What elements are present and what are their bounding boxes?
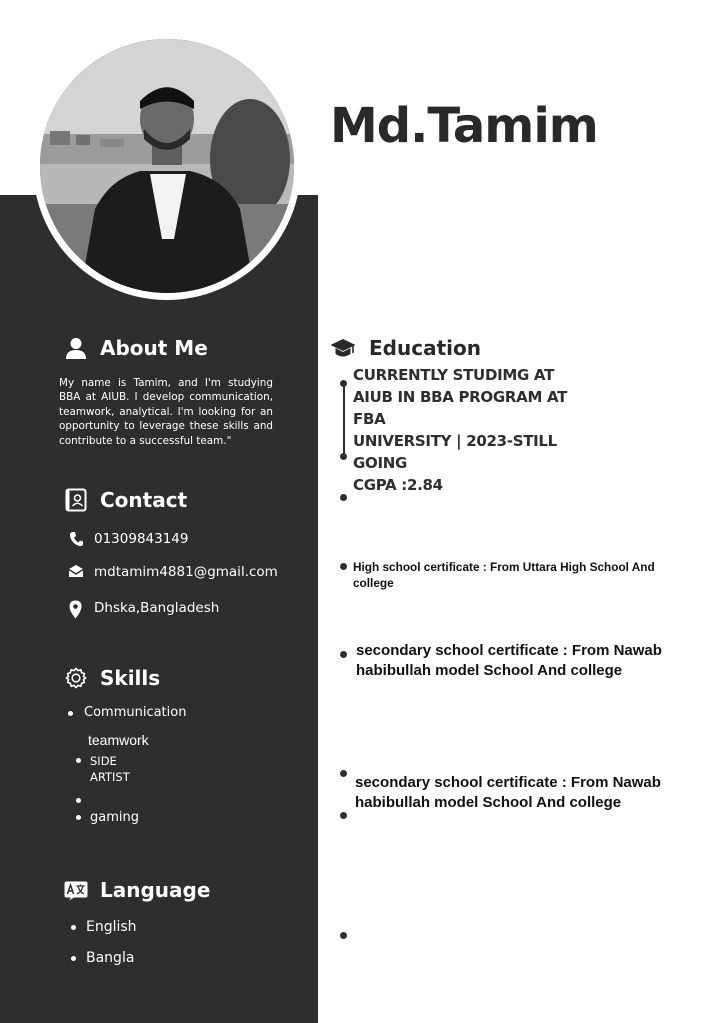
skill-bullet bbox=[76, 798, 81, 803]
language-title: Language bbox=[100, 878, 211, 902]
education-current bbox=[353, 364, 593, 496]
language-bullet bbox=[71, 925, 76, 930]
timeline-dot bbox=[340, 453, 347, 460]
envelope-icon bbox=[68, 564, 84, 578]
phone-icon bbox=[69, 531, 83, 547]
contact-email[interactable]: mdtamim4881@gmail.com bbox=[94, 564, 278, 580]
contact-address: Dhska,Bangladesh bbox=[94, 600, 220, 616]
timeline-dot bbox=[340, 494, 347, 501]
profile-photo-illustration bbox=[40, 39, 294, 293]
ssc-entry: secondary school certificate : From Nawab habibullah model School And college bbox=[356, 642, 662, 679]
timeline-line bbox=[343, 384, 345, 456]
timeline-dot bbox=[340, 770, 347, 777]
education-title: Education bbox=[369, 336, 481, 360]
skill-item: gaming bbox=[90, 810, 139, 825]
high-school-entry: High school certificate : From Uttara High School And college bbox=[353, 560, 655, 590]
skill-item: teamwork bbox=[88, 732, 149, 748]
user-icon bbox=[65, 337, 87, 359]
skill-bullet bbox=[68, 711, 73, 716]
profile-photo bbox=[40, 39, 294, 293]
skill-item: Communication bbox=[84, 705, 187, 720]
education-line: AIUB IN BBA PROGRAM AT bbox=[353, 388, 568, 406]
education-line: CGPA :2.84 bbox=[353, 476, 443, 494]
timeline-dot bbox=[340, 563, 347, 570]
contact-title: Contact bbox=[100, 488, 188, 512]
timeline-dot bbox=[340, 932, 347, 939]
location-pin-icon bbox=[69, 600, 82, 619]
about-title: About Me bbox=[100, 336, 208, 360]
education-line: UNIVERSITY | 2023-STILL bbox=[353, 432, 557, 450]
gear-icon bbox=[65, 667, 87, 689]
skill-item: ARTIST bbox=[90, 770, 130, 784]
education-line: CURRENTLY STUDIMG AT bbox=[353, 366, 555, 384]
education-line: FBA bbox=[353, 410, 386, 428]
contact-phone[interactable]: 01309843149 bbox=[94, 531, 189, 547]
language-bullet bbox=[71, 956, 76, 961]
language-item: English bbox=[86, 919, 137, 935]
timeline-dot bbox=[340, 380, 347, 387]
skill-bullet bbox=[76, 758, 81, 763]
translate-icon bbox=[64, 881, 88, 901]
education-line: GOING bbox=[353, 454, 408, 472]
skill-bullet bbox=[76, 815, 81, 820]
skill-item: SIDE bbox=[90, 754, 117, 768]
contact-card-icon bbox=[65, 488, 87, 512]
skills-title: Skills bbox=[100, 666, 161, 690]
person-name: Md.Tamim bbox=[330, 98, 598, 154]
timeline-dot bbox=[340, 651, 347, 658]
timeline-dot bbox=[340, 812, 347, 819]
graduation-cap-icon bbox=[330, 338, 356, 360]
ssc-entry: secondary school certificate : From Nawab habibullah model School And college bbox=[355, 774, 661, 811]
about-text: My name is Tamim, and I'm studying BBA at AIUB. I develop communication, teamwork, analytical. I'm looking for an opportunity to leverage these skills and contribute to a successful team." bbox=[59, 377, 273, 447]
language-item: Bangla bbox=[86, 950, 135, 966]
